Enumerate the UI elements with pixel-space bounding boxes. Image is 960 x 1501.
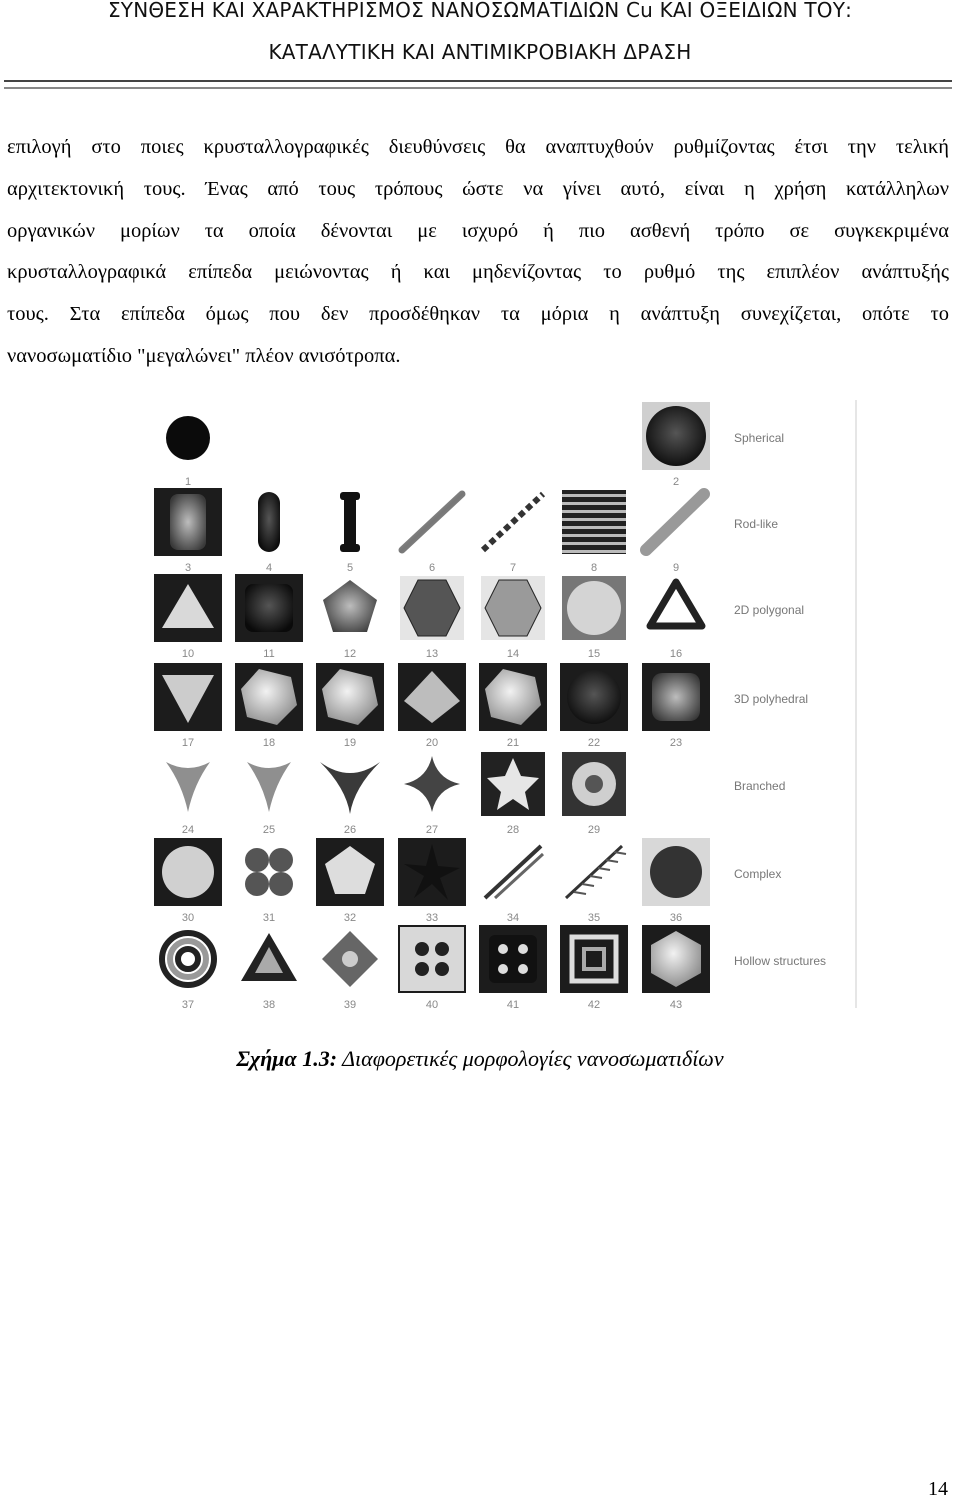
- morphology-tile: [398, 663, 466, 749]
- morphology-tile: [247, 762, 291, 836]
- tile-number: 38: [262, 999, 276, 1010]
- morphology-tile: [235, 574, 303, 660]
- paragraph-line: αρχιτεκτονική τους. Ένας από τους τρόπους ώστε να γίνει αυτό, είναι η χρήση κατάλληλων: [7, 177, 949, 200]
- row-label: Rod-like: [734, 517, 779, 531]
- tile-number: 27: [425, 824, 439, 836]
- tile-number: 17: [181, 737, 195, 749]
- header-line-2: ΚΑΤΑΛΥΤΙΚΗ ΚΑΙ ΑΝΤΙΜΙΚΡΟΒΙΑΚΗ ΔΡΑΣΗ: [268, 40, 692, 64]
- tile-number: 24: [181, 824, 195, 836]
- tile-number: 37: [181, 999, 195, 1010]
- row-label: Hollow structures: [734, 954, 827, 968]
- tile-number: 18: [262, 737, 276, 749]
- caption-text: Διαφορετικές μορφολογίες νανοσωματιδίων: [342, 1046, 724, 1071]
- morphology-figure: [148, 398, 860, 1010]
- tile-number: 29: [587, 824, 601, 836]
- morphology-tile: [316, 663, 384, 749]
- row-label: Spherical: [734, 431, 785, 445]
- tile-number: 10: [181, 648, 195, 660]
- morphology-grid: [148, 398, 860, 1010]
- morphology-tile: [479, 925, 547, 1010]
- morphology-tile: [241, 933, 297, 1010]
- morphology-tile: [166, 762, 210, 836]
- tile-number: 20: [425, 737, 439, 749]
- morphology-tile: [483, 494, 543, 574]
- tile-number: 8: [590, 562, 598, 574]
- morphology-tile: [166, 416, 210, 488]
- morphology-tile: [316, 838, 384, 924]
- morphology-tile: [245, 848, 293, 924]
- figure-caption: [0, 1046, 960, 1072]
- tile-number: 21: [506, 737, 520, 749]
- morphology-tile: [154, 574, 222, 660]
- morphology-tile: [566, 846, 626, 924]
- morphology-tile: [562, 490, 626, 574]
- tile-number: 14: [506, 648, 520, 660]
- morphology-tile: [485, 846, 543, 924]
- morphology-tile: [560, 925, 628, 1010]
- tile-number: 23: [669, 737, 683, 749]
- tile-number: 34: [506, 912, 520, 924]
- morphology-tile: [404, 756, 460, 836]
- row-label: 2D polygonal: [734, 603, 805, 617]
- morphology-tile: [481, 752, 545, 836]
- tile-number: 19: [343, 737, 357, 749]
- tile-number: 32: [343, 912, 357, 924]
- row-label: Branched: [734, 779, 786, 793]
- tile-number: 4: [265, 562, 273, 574]
- tile-number: 39: [343, 999, 357, 1010]
- morphology-tile: [481, 576, 545, 660]
- paragraph-line: επιλογή στο ποιες κρυσταλλογραφικές διευθύνσεις θα αναπτυχθούν ρυθμίζοντας έτσι την τελική: [7, 136, 949, 158]
- tile-number: 1: [184, 476, 192, 488]
- tile-number: 6: [428, 562, 436, 574]
- tile-number: 31: [262, 912, 276, 924]
- morphology-tile: [400, 576, 464, 660]
- morphology-tile: [235, 663, 303, 749]
- morphology-tile: [646, 494, 704, 574]
- morphology-tile: [258, 492, 280, 574]
- morphology-tile: [154, 488, 222, 574]
- row-label: 3D polyhedral: [734, 692, 809, 706]
- tile-number: 40: [425, 999, 439, 1010]
- morphology-tile: [323, 580, 377, 660]
- morphology-tile: [398, 925, 466, 1010]
- morphology-tile: [642, 663, 710, 749]
- morphology-tile: [402, 494, 462, 574]
- morphology-tile: [154, 663, 222, 749]
- caption-label: Σχήμα 1.3:: [236, 1046, 338, 1071]
- morphology-tile: [320, 762, 380, 836]
- tile-number: 33: [425, 912, 439, 924]
- morphology-tile: [340, 492, 360, 574]
- tile-number: 25: [262, 824, 276, 836]
- tile-number: 2: [672, 476, 680, 488]
- morphology-tile: [322, 931, 378, 1010]
- tile-number: 3: [184, 562, 192, 574]
- morphology-tile: [642, 925, 710, 1010]
- paragraph-line: κρυσταλλογραφικά επίπεδα μειώνοντας ή και μηδενίζοντας το ρυθμό της επιπλέον ανάπτυξής: [7, 261, 949, 284]
- tile-number: 22: [587, 737, 601, 749]
- tile-number: 11: [263, 648, 275, 660]
- paragraph-line: τους. Στα επίπεδα όμως που δεν προσδέθηκαν τα μόρια η ανάπτυξη συνεχίζεται, οπότε το: [7, 303, 949, 326]
- tile-number: 36: [669, 912, 683, 924]
- morphology-tile: [560, 663, 628, 749]
- header-rule-bottom: [4, 87, 952, 89]
- tile-number: 13: [425, 648, 439, 660]
- morphology-tile: [642, 402, 710, 488]
- morphology-tile: [562, 576, 626, 660]
- tile-number: 41: [506, 999, 520, 1010]
- paragraph-line: νανοσωματίδιο "μεγαλώνει" πλέον ανισότροπα.: [7, 344, 401, 367]
- morphology-tile: [642, 838, 710, 924]
- tile-number: 30: [181, 912, 195, 924]
- tile-number: 43: [669, 999, 683, 1010]
- page-number: 14: [928, 1478, 948, 1500]
- tile-number: 5: [346, 562, 354, 574]
- tile-number: 15: [587, 648, 601, 660]
- header-line-1: ΣΥΝΘΕΣΗ ΚΑΙ ΧΑΡΑΚΤΗΡΙΣΜΟΣ ΝΑΝΟΣΩΜΑΤΙΔΙΩΝ Cu ΚΑΙ ΟΞΕΙΔΙΩΝ ΤΟΥ:: [107, 0, 853, 22]
- body-paragraph: [7, 127, 949, 378]
- tile-number: 7: [509, 562, 517, 574]
- tile-number: 16: [669, 648, 683, 660]
- morphology-tile: [650, 582, 702, 660]
- row-label: Complex: [734, 867, 782, 881]
- morphology-tile: [562, 752, 626, 836]
- paragraph-line: οργανικών μορίων τα οποία δένονται με ισχυρό ή πιο ασθενή τρόπο σε συγκεκριμένα: [7, 219, 949, 242]
- morphology-tile: [479, 663, 547, 749]
- morphology-tile: [154, 838, 222, 924]
- morphology-tile: [398, 838, 466, 924]
- header-rule-top: [4, 80, 952, 82]
- tile-number: 35: [587, 912, 601, 924]
- tile-number: 26: [343, 824, 357, 836]
- tile-number: 42: [587, 999, 601, 1010]
- morphology-tile: [162, 933, 214, 1010]
- tile-number: 9: [672, 562, 680, 574]
- tile-number: 12: [343, 648, 357, 660]
- tile-number: 28: [506, 824, 520, 836]
